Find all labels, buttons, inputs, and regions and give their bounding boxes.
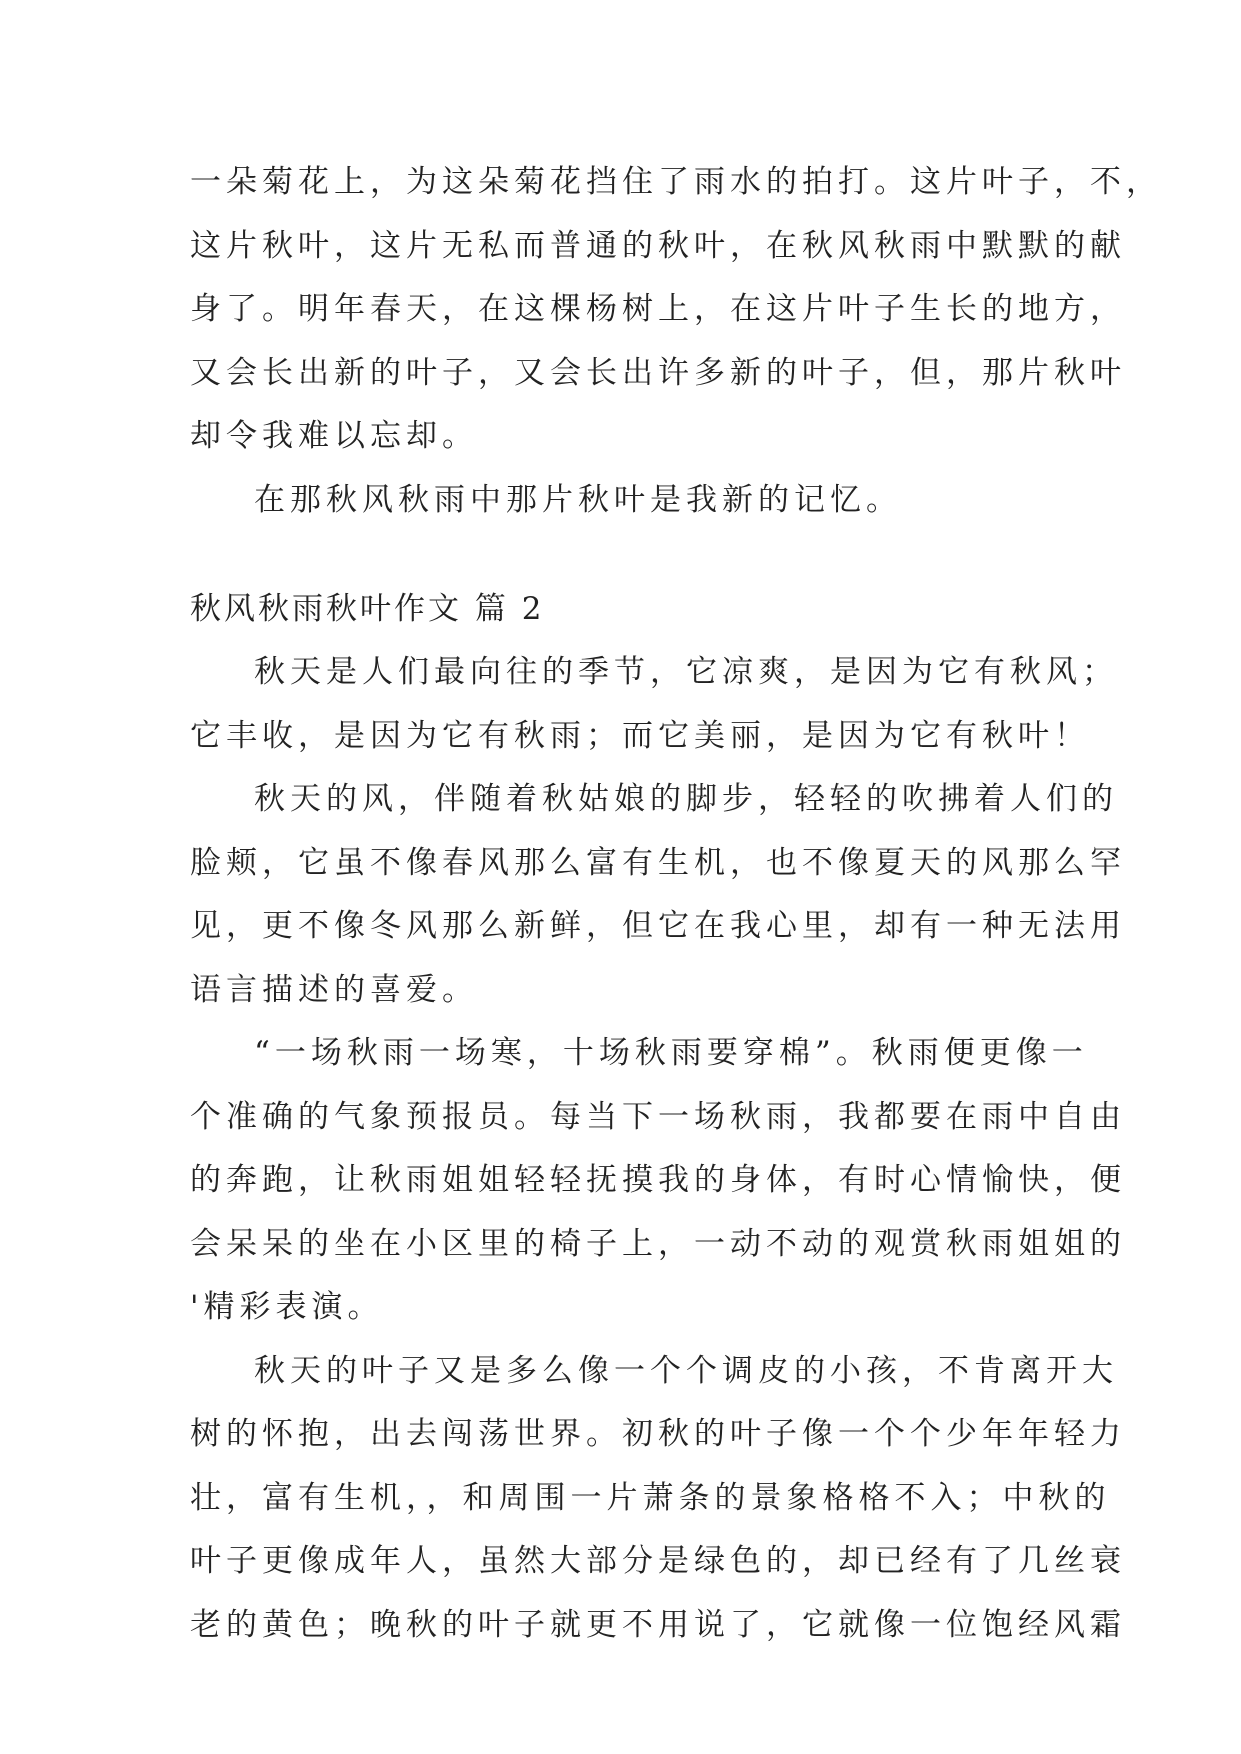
text-line: 脸颊，它虽不像春风那么富有生机，也不像夏天的风那么罕 bbox=[190, 845, 1126, 881]
text-line: 这片秋叶，这片无私而普通的秋叶，在秋风秋雨中默默的献 bbox=[190, 228, 1126, 264]
text-line: 树的怀抱，出去闯荡世界。初秋的叶子像一个个少年年轻力 bbox=[190, 1416, 1126, 1452]
text-line: '精彩表演。 bbox=[190, 1289, 384, 1325]
text-line: 见，更不像冬风那么新鲜，但它在我心里，却有一种无法用 bbox=[190, 908, 1126, 944]
text-line: 会呆呆的坐在小区里的椅子上，一动不动的观赏秋雨姐姐的 bbox=[190, 1226, 1126, 1262]
text-line: 一朵菊花上，为这朵菊花挡住了雨水的拍打。这片叶子，不， bbox=[190, 164, 1162, 200]
text-line: 却令我难以忘却。 bbox=[190, 418, 478, 454]
text-line: “一场秋雨一场寒，十场秋雨要穿棉”。秋雨便更像一 bbox=[254, 1035, 1088, 1071]
text-line: 身了。明年春天，在这棵杨树上，在这片叶子生长的地方， bbox=[190, 291, 1126, 327]
text-line: 秋天的叶子又是多么像一个个调皮的小孩，不肯离开大 bbox=[254, 1353, 1118, 1389]
text-line: 它丰收，是因为它有秋雨；而它美丽，是因为它有秋叶！ bbox=[190, 718, 1090, 754]
text-line: 叶子更像成年人，虽然大部分是绿色的，却已经有了几丝衰 bbox=[190, 1543, 1126, 1579]
text-line: 的奔跑，让秋雨姐姐轻轻抚摸我的身体，有时心情愉快，便 bbox=[190, 1162, 1126, 1198]
text-line: 老的黄色；晚秋的叶子就更不用说了，它就像一位饱经风霜 bbox=[190, 1607, 1126, 1643]
section-heading: 秋风秋雨秋叶作文 篇 2 bbox=[190, 591, 545, 627]
text-line: 语言描述的喜爱。 bbox=[190, 972, 478, 1008]
text-line: 秋天的风，伴随着秋姑娘的脚步，轻轻的吹拂着人们的 bbox=[254, 781, 1118, 817]
text-line: 秋天是人们最向往的季节，它凉爽，是因为它有秋风； bbox=[254, 654, 1118, 690]
text-line: 壮，富有生机，，和周围一片萧条的景象格格不入；中秋的 bbox=[190, 1480, 1111, 1516]
text-line: 又会长出新的叶子，又会长出许多新的叶子，但，那片秋叶 bbox=[190, 355, 1126, 391]
text-line: 个准确的气象预报员。每当下一场秋雨，我都要在雨中自由 bbox=[190, 1099, 1126, 1135]
text-line: 在那秋风秋雨中那片秋叶是我新的记忆。 bbox=[254, 482, 902, 518]
